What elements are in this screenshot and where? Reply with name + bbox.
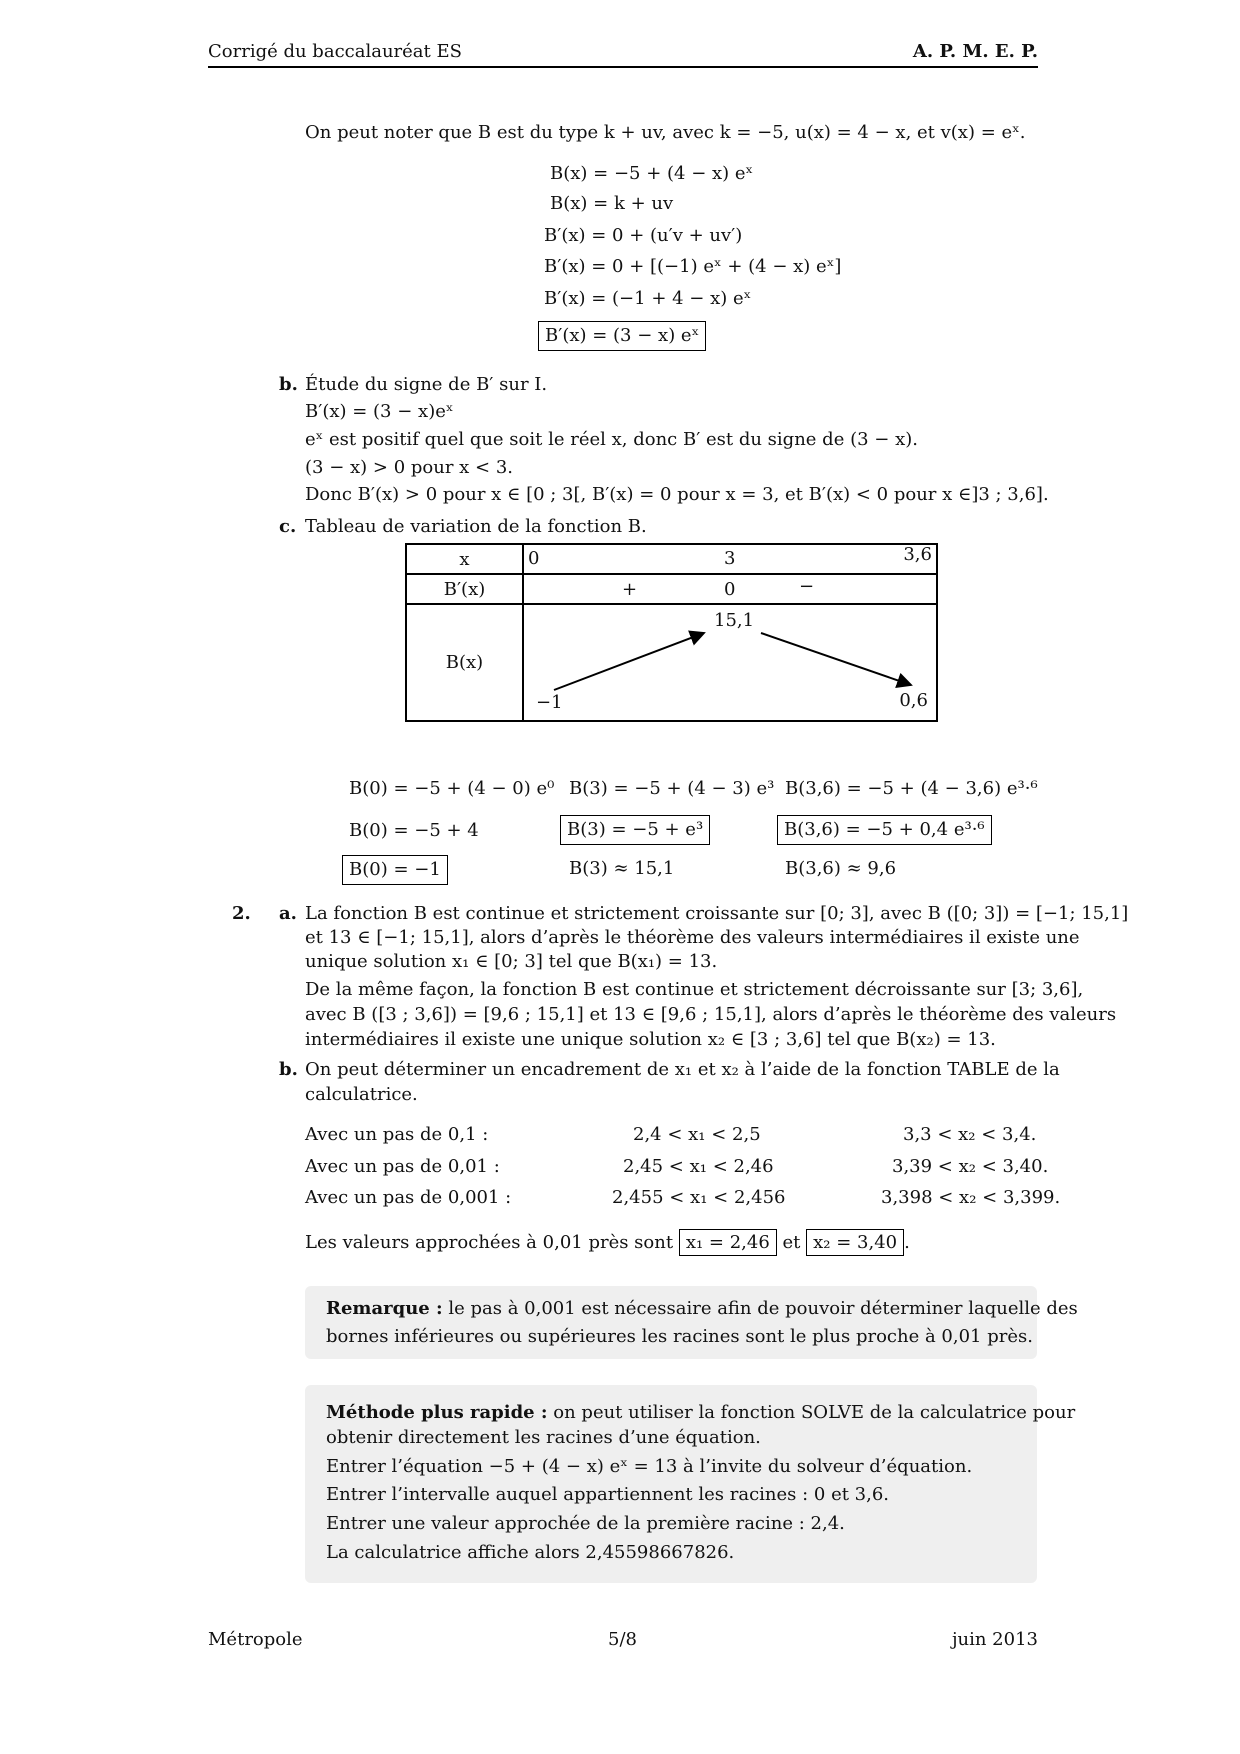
decreasing-arrow (761, 633, 911, 685)
part-b-line: (3 − x) > 0 pour x < 3. (305, 457, 514, 478)
approx-end: . (904, 1232, 910, 1253)
part-b-line: Donc B′(x) > 0 pour x ∈ [0 ; 3[, B′(x) = 0 pour x = 3, et B′(x) < 0 pour x ∈]3 ; 3,6]. (305, 484, 1049, 505)
method-line: obtenir directement les racines d’une équation. (326, 1427, 761, 1448)
b3-line: B(3) = −5 + (4 − 3) e³ (569, 778, 775, 799)
remark-text: le pas à 0,001 est nécessaire afin de pouvoir déterminer laquelle des (448, 1298, 1078, 1319)
approx-label: Les valeurs approchées à 0,01 près sont (305, 1232, 674, 1253)
q2a-line: avec B ([3 ; 3,6]) = [9,6 ; 15,1] et 13 ∈ [9,6 ; 15,1], alors d’après le théorème des valeurs (305, 1004, 1117, 1025)
derivation-line: B′(x) = (−1 + 4 − x) eˣ (544, 288, 752, 309)
step-x1: 2,455 < x₁ < 2,456 (612, 1187, 786, 1208)
step-x2: 3,39 < x₂ < 3,40. (892, 1156, 1049, 1177)
approx-et: et (782, 1232, 801, 1253)
part-b-label: b. (279, 374, 298, 395)
q2b-line: On peut déterminer un encadrement de x₁ et x₂ à l’aide de la fonction TABLE de la (305, 1059, 1060, 1080)
q2a-line: De la même façon, la fonction B est continue et strictement décroissante sur [3; 3,6], (305, 979, 1084, 1000)
q2a-line: et 13 ∈ [−1; 15,1], alors d’après le théorème des valeurs intermédiaires il existe une (305, 927, 1080, 948)
q2a-line: La fonction B est continue et strictement croissante sur [0; 3], avec B ([0; 3]) = [−1; 15,1] (305, 903, 1129, 924)
sign-plus: + (622, 579, 638, 600)
header-right: A. P. M. E. P. (912, 41, 1038, 62)
step-label: Avec un pas de 0,01 : (305, 1156, 500, 1177)
q2a-line: unique solution x₁ ∈ [0; 3] tel que B(x₁) = 13. (305, 951, 718, 972)
derivation-line: B(x) = −5 + (4 − x) eˣ (550, 163, 754, 184)
footer-right: juin 2013 (951, 1629, 1038, 1650)
derivation-line: B(x) = k + uv (550, 193, 674, 214)
part-c-label: c. (279, 516, 297, 537)
q2b-label: b. (279, 1059, 298, 1080)
b0-result: B(0) = −1 (342, 855, 448, 885)
step-x2: 3,3 < x₂ < 3,4. (903, 1124, 1037, 1145)
increasing-arrow (554, 633, 704, 690)
b36-result: B(3,6) = −5 + 0,4 e³·⁶ (777, 815, 992, 845)
row-label-func: B(x) (406, 604, 523, 721)
step-label: Avec un pas de 0,1 : (305, 1124, 489, 1145)
b3-line: B(3) ≈ 15,1 (569, 858, 675, 879)
step-label: Avec un pas de 0,001 : (305, 1187, 512, 1208)
func-value-start: −1 (536, 692, 563, 713)
func-value-max: 15,1 (714, 610, 755, 631)
method-line: Entrer une valeur approchée de la première racine : 2,4. (326, 1513, 845, 1534)
sign-zero: 0 (724, 579, 736, 600)
method-line: Entrer l’équation −5 + (4 − x) eˣ = 13 à l’invite du solveur d’équation. (326, 1456, 973, 1477)
step-x1: 2,45 < x₁ < 2,46 (623, 1156, 774, 1177)
method-line (326, 1401, 1075, 1425)
q2a-line: intermédiaires il existe une unique solution x₂ ∈ [3 ; 3,6] tel que B(x₂) = 13. (305, 1029, 996, 1050)
b36-line: B(3,6) = −5 + (4 − 3,6) e³·⁶ (785, 778, 1038, 799)
row-label-x: x (406, 544, 523, 574)
footer-page: 5/8 (608, 1629, 637, 1650)
func-value-end: 0,6 (899, 690, 928, 711)
x-value: 3 (724, 548, 736, 569)
x-value: 3,6 (903, 544, 932, 565)
part-c-title: Tableau de variation de la fonction B. (305, 516, 647, 537)
variation-arrows (524, 605, 934, 722)
b0-line: B(0) = −5 + (4 − 0) e⁰ (349, 778, 555, 799)
method-line: Entrer l’intervalle auquel appartiennent les racines : 0 et 3,6. (326, 1484, 890, 1505)
x-value: 0 (528, 548, 540, 569)
q2-number: 2. (232, 903, 251, 924)
row-label-deriv: B′(x) (406, 574, 523, 604)
derivation-line: B′(x) = 0 + [(−1) eˣ + (4 − x) eˣ] (544, 256, 842, 277)
remark-title: Remarque : (326, 1298, 443, 1319)
q2a-label: a. (279, 903, 297, 924)
part-b-title: Étude du signe de B′ sur I. (305, 374, 548, 395)
remark-line: bornes inférieures ou supérieures les racines sont le plus proche à 0,01 près. (326, 1326, 1033, 1347)
b3-result: B(3) = −5 + e³ (560, 815, 710, 845)
header-rule (208, 66, 1038, 68)
method-text: on peut utiliser la fonction SOLVE de la calculatrice pour (553, 1402, 1076, 1423)
derivation-line: B′(x) = 0 + (u′v + uv′) (544, 225, 743, 246)
q2b-line: calculatrice. (305, 1084, 418, 1105)
method-title: Méthode plus rapide : (326, 1402, 548, 1423)
approx-text (305, 1231, 910, 1255)
b36-line: B(3,6) ≈ 9,6 (785, 858, 897, 879)
sign-minus: − (799, 576, 815, 597)
b0-line: B(0) = −5 + 4 (349, 820, 479, 841)
approx-x2: x₂ = 3,40 (806, 1229, 904, 1256)
method-line: La calculatrice affiche alors 2,45598667826. (326, 1542, 735, 1563)
variation-table (405, 543, 938, 722)
header-left: Corrigé du baccalauréat ES (208, 41, 462, 62)
derivation-result: B′(x) = (3 − x) eˣ (538, 321, 706, 351)
intro-text: On peut noter que B est du type k + uv, avec k = −5, u(x) = 4 − x, et v(x) = eˣ. (305, 122, 1026, 143)
step-x1: 2,4 < x₁ < 2,5 (633, 1124, 761, 1145)
remark-line (326, 1297, 1078, 1321)
approx-x1: x₁ = 2,46 (679, 1229, 777, 1256)
part-b-line: B′(x) = (3 − x)eˣ (305, 401, 454, 422)
step-x2: 3,398 < x₂ < 3,399. (881, 1187, 1061, 1208)
part-b-line: eˣ est positif quel que soit le réel x, donc B′ est du signe de (3 − x). (305, 429, 918, 450)
footer-left: Métropole (208, 1629, 303, 1650)
